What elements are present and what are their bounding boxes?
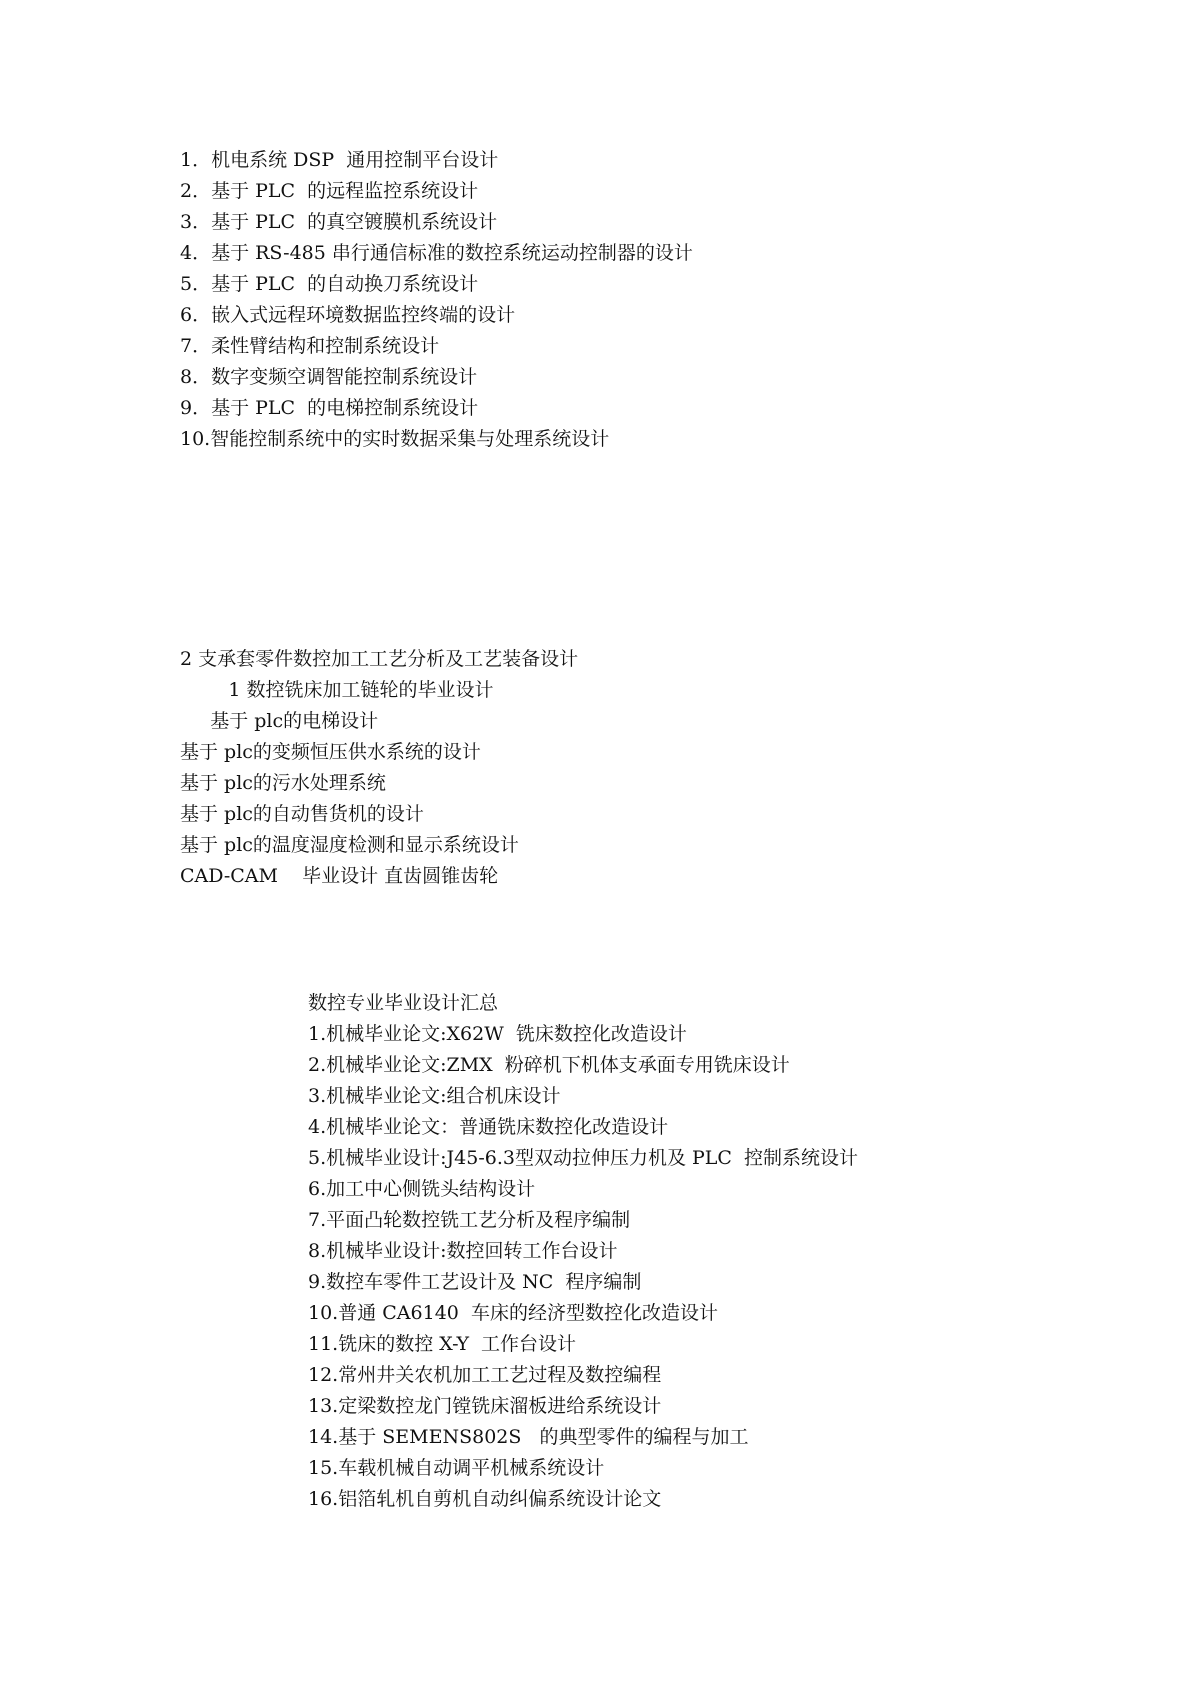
list-item: 1 数控铣床加工链轮的毕业设计 bbox=[180, 679, 494, 701]
list-item: 5.机械毕业设计:J45-6.3型双动拉伸压力机及 PLC 控制系统设计 bbox=[308, 1147, 859, 1169]
list-item: 1．机电系统 DSP 通用控制平台设计 bbox=[180, 149, 499, 171]
list-item: 11.铣床的数控 X-Y 工作台设计 bbox=[308, 1333, 577, 1355]
topic-list-two bbox=[180, 644, 578, 892]
cnc-thesis-summary bbox=[308, 988, 858, 1515]
topic-list-one bbox=[180, 145, 693, 455]
list-item: 14.基于 SEMENS802S 的典型零件的编程与加工 bbox=[308, 1426, 749, 1448]
list-item: 7．柔性臂结构和控制系统设计 bbox=[180, 335, 440, 357]
list-item: 10.智能控制系统中的实时数据采集与处理系统设计 bbox=[180, 428, 610, 450]
list-item: 8．数字变频空调智能控制系统设计 bbox=[180, 366, 478, 388]
list-item: 3．基于 PLC 的真空镀膜机系统设计 bbox=[180, 211, 498, 233]
list-item: 6．嵌入式远程环境数据监控终端的设计 bbox=[180, 304, 516, 326]
list-item: 2．基于 PLC 的远程监控系统设计 bbox=[180, 180, 479, 202]
list-item: 2.机械毕业论文:ZMX 粉碎机下机体支承面专用铣床设计 bbox=[308, 1054, 790, 1076]
list-item: 基于 plc的温度湿度检测和显示系统设计 bbox=[180, 834, 519, 856]
list-item: 9.数控车零件工艺设计及 NC 程序编制 bbox=[308, 1271, 642, 1293]
list-item: 基于 plc的污水处理系统 bbox=[180, 772, 386, 794]
list-item: 4.机械毕业论文：普通铣床数控化改造设计 bbox=[308, 1116, 669, 1138]
list-item: 9．基于 PLC 的电梯控制系统设计 bbox=[180, 397, 479, 419]
list-item: 1.机械毕业论文:X62W 铣床数控化改造设计 bbox=[308, 1023, 687, 1045]
list-item: 基于 plc的电梯设计 bbox=[180, 710, 379, 732]
list-item: 10.普通 CA6140 车床的经济型数控化改造设计 bbox=[308, 1302, 718, 1324]
list-item: 16.铝箔轧机自剪机自动纠偏系统设计论文 bbox=[308, 1488, 662, 1510]
list-item: 8.机械毕业设计:数控回转工作台设计 bbox=[308, 1240, 618, 1262]
list-item: 4．基于 RS-485 串行通信标准的数控系统运动控制器的设计 bbox=[180, 242, 693, 264]
list-item: 6.加工中心侧铣头结构设计 bbox=[308, 1178, 536, 1200]
list-item: 基于 plc的变频恒压供水系统的设计 bbox=[180, 741, 481, 763]
list-item: 5．基于 PLC 的自动换刀系统设计 bbox=[180, 273, 479, 295]
list-item: CAD-CAM 毕业设计 直齿圆锥齿轮 bbox=[180, 865, 499, 887]
list-item: 3.机械毕业论文:组合机床设计 bbox=[308, 1085, 561, 1107]
list-item: 12.常州井关农机加工工艺过程及数控编程 bbox=[308, 1364, 662, 1386]
cnc-thesis-list bbox=[308, 1019, 858, 1515]
list-item: 基于 plc的自动售货机的设计 bbox=[180, 803, 424, 825]
section-heading: 数控专业毕业设计汇总 bbox=[308, 992, 499, 1014]
list-item: 13.定梁数控龙门镗铣床溜板进给系统设计 bbox=[308, 1395, 662, 1417]
list-item: 2 支承套零件数控加工工艺分析及工艺装备设计 bbox=[180, 648, 579, 670]
list-item: 7.平面凸轮数控铣工艺分析及程序编制 bbox=[308, 1209, 631, 1231]
list-item: 15.车载机械自动调平机械系统设计 bbox=[308, 1457, 605, 1479]
